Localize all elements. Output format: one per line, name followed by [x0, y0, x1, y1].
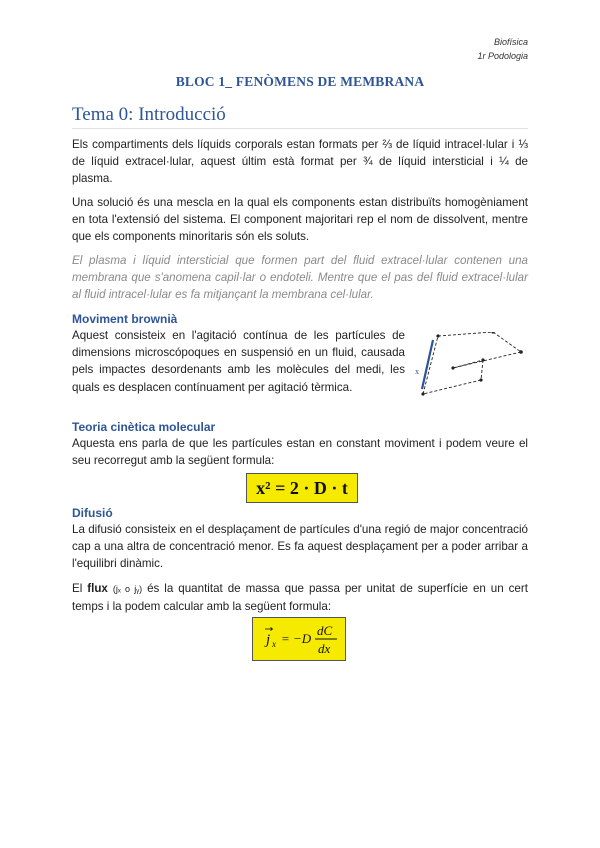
bloc-title: BLOC 1_ FENÒMENS DE MEMBRANA [175, 74, 425, 89]
flux-prefix: El [72, 582, 88, 595]
formula-numerator: dC [317, 623, 333, 638]
header-course: 1r Podologia [477, 51, 528, 61]
paragraph-flux [72, 580, 528, 615]
formula-j: j [266, 632, 271, 648]
header-subject: Biofísica [493, 37, 528, 47]
path-segment [423, 336, 438, 394]
path-segment [423, 380, 481, 394]
displacement-vector [422, 340, 433, 389]
heading-brownian: Moviment brownià [72, 312, 178, 326]
formula-fick-law [252, 617, 346, 661]
formula-subscript-x: x [272, 639, 276, 649]
paragraph-compartments: Els compartiments dels líquids corporals estan formats per ⅔ de líquid intracel·lular i ⅓ de líquid extracel·lular, aquest últim està format per ¾ de líquid intersticial i ¼ de plasma. [72, 138, 528, 186]
formula-denominator: dx [318, 641, 331, 656]
formula-minus-d: = −D [281, 631, 312, 646]
paragraph-brownian: Aquest consisteix en l'agitació contínua de les partícules de dimensions microscópoques en suspensió en un fluid, causada pels impactes desordenants amb les molècules del medi, les quals es desplacen contínuament per agitació tèrmica. [72, 329, 405, 394]
flux-variables: (jₓ o jᵧ) [112, 584, 143, 594]
flux-term: flux [87, 582, 108, 595]
formula-mean-square-displacement: x² = 2 · D · t [246, 473, 358, 503]
axis-label-x: x [415, 367, 419, 376]
brownian-motion-diagram [411, 332, 531, 404]
path-segment [481, 360, 483, 380]
paragraph-kinetic-theory: Aquesta ens parla de que les partícules estan en constant moviment i podem veure el seu recorregut amb la següent formula: [72, 437, 528, 468]
paragraph-solution: Una solució és una mescla en la qual els components estan distribuïts homogèniament en tota l'extensió del sistema. El component majoritari rep el nom de dissolvent, mentre que els components minoritaris són els soluts. [72, 196, 528, 244]
page-header [477, 35, 528, 63]
heading-diffusion: Difusió [72, 506, 113, 520]
path-segment [493, 332, 521, 352]
path-segment [438, 332, 493, 336]
flux-description: és la quantitat de massa que passa per unitat de superfície en un cert temps i la podem calcular amb la següent formula: [72, 582, 528, 614]
paragraph-diffusion: La difusió consisteix en el desplaçament de partícules d'una regió de major concentració cap a una altra de concentració menor. Es fa aquest desplaçament per a poder arribar a l'equilibri dinàmic. [72, 523, 528, 571]
paragraph-plasma-quote: El plasma i líquid intersticial que formen part del fluid extracel·lular contenen una membrana que s'anomena capil·lar o endoteli. Mentre que el pas del fluid extracel·lular al fluid intracel·lular es fa mitjançant la membrana cel·lular. [72, 254, 528, 302]
heading-kinetic-theory: Teoria cinètica molecular [72, 420, 216, 434]
tema-title: Tema 0: Introducció [72, 104, 528, 129]
